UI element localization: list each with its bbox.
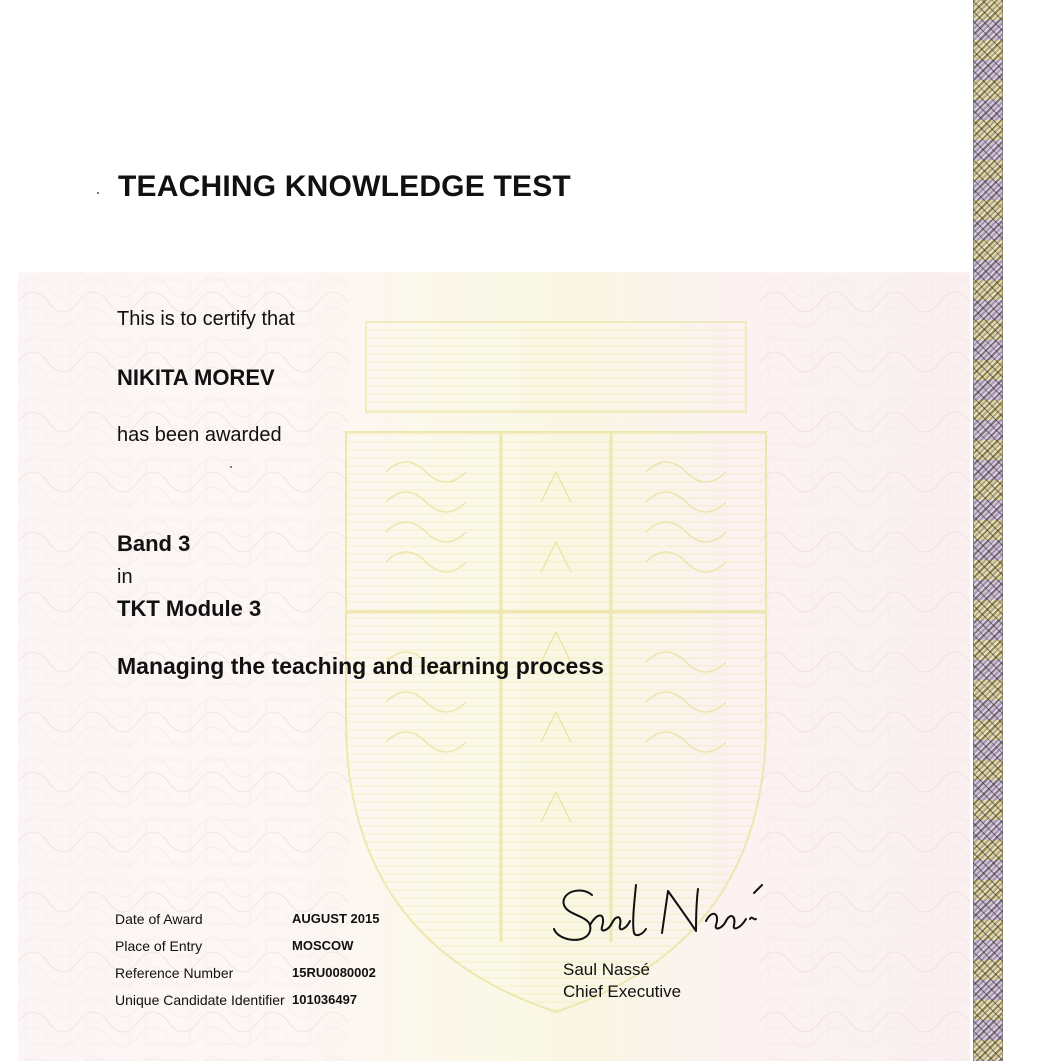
- print-speck: [230, 466, 232, 468]
- in-connector: in: [117, 566, 133, 588]
- handwritten-signature: [550, 875, 780, 955]
- guilloche-pattern-right: [760, 272, 970, 1061]
- detail-value: MOSCOW: [292, 938, 354, 953]
- candidate-name: NIKITA MOREV: [117, 365, 275, 390]
- exam-title: TEACHING KNOWLEDGE TEST: [118, 170, 571, 203]
- print-speck: [97, 192, 99, 194]
- detail-label: Place of Entry: [115, 938, 203, 954]
- signatory-role: Chief Executive: [563, 982, 682, 1001]
- detail-label: Date of Award: [115, 911, 203, 927]
- detail-value: 101036497: [292, 992, 358, 1007]
- module-title: Managing the teaching and learning process: [117, 653, 604, 679]
- certify-statement: This is to certify that: [117, 308, 295, 330]
- detail-value: AUGUST 2015: [292, 911, 380, 926]
- detail-label: Unique Candidate Identifier: [115, 992, 285, 1008]
- security-foil-strip: [973, 0, 1003, 1061]
- signatory-name: Saul Nassé: [563, 960, 650, 979]
- awarded-statement: has been awarded: [117, 424, 282, 446]
- foil-pattern: [973, 0, 1003, 1061]
- band-result: Band 3: [117, 531, 191, 556]
- detail-label: Reference Number: [115, 965, 234, 981]
- module-name: TKT Module 3: [117, 596, 262, 621]
- detail-value: 15RU0080002: [292, 965, 376, 980]
